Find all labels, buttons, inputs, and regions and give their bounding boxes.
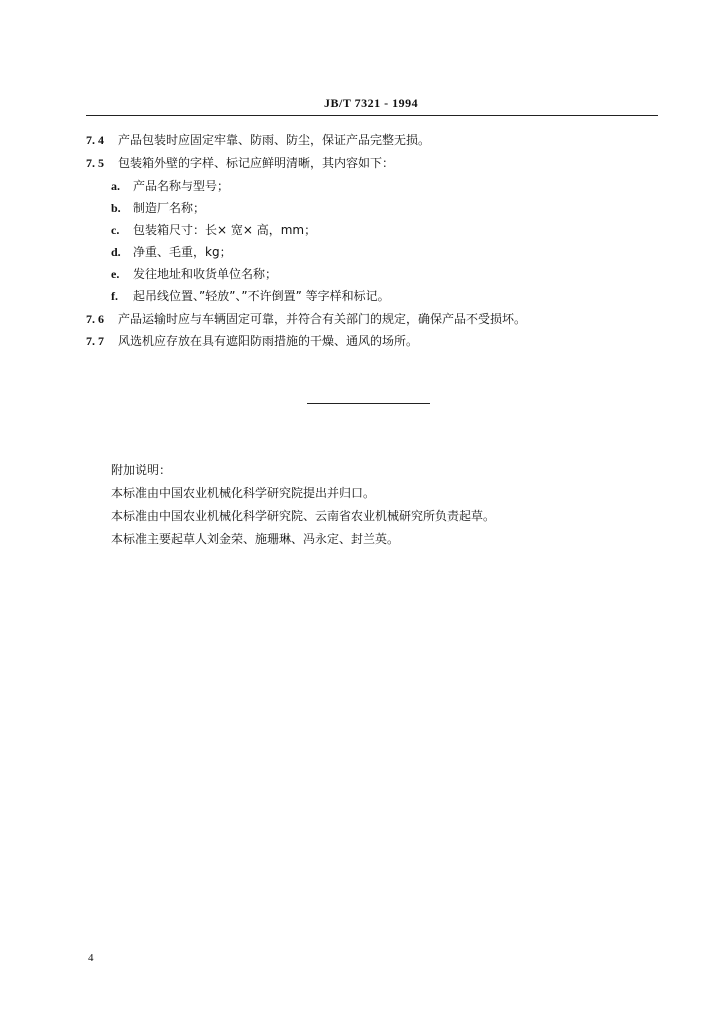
standard-number: JB/T 7321 - 1994 [324,96,419,110]
list-item [111,223,316,237]
section-7-5 [86,156,394,170]
end-divider [307,403,430,404]
section-number: 7. 7 [86,334,104,348]
item-letter: f. [111,289,118,303]
item-text: 净重、毛重，kg； [133,245,232,259]
section-7-6 [86,312,526,326]
section-text: 风选机应存放在具有遮阳防雨措施的干燥、通风的场所。 [118,334,419,348]
item-text: 发往地址和收货单位名称； [133,267,278,281]
item-letter: c. [111,223,120,237]
item-letter: d. [111,245,121,259]
list-item [111,267,277,281]
item-text: 包装箱尺寸：长× 宽× 高，mm； [133,223,317,237]
section-number: 7. 5 [86,156,104,170]
notes-line: 本标准由中国农业机械化科学研究院提出并归口。 [111,486,376,500]
notes-line: 本标准由中国农业机械化科学研究院、云南省农业机械研究所负责起草。 [111,509,496,523]
page-number: 4 [88,952,94,964]
list-item [111,179,229,193]
section-text: 产品运输时应与车辆固定可靠，并符合有关部门的规定，确保产品不受损坏。 [118,312,527,326]
item-letter: a. [111,179,120,193]
section-7-4 [86,133,430,147]
section-number: 7. 6 [86,312,104,326]
list-item [111,201,205,215]
section-number: 7. 4 [86,133,104,147]
item-text: 起吊线位置、”轻放”、”不许倒置” 等字样和标记。 [133,289,390,303]
notes-line: 本标准主要起草人刘金荣、施珊琳、冯永定、封兰英。 [111,532,400,546]
list-item [111,289,390,303]
section-text: 包装箱外壁的字样、标记应鲜明清晰，其内容如下： [118,156,395,170]
notes-title: 附加说明： [111,463,172,477]
item-letter: b. [111,201,121,215]
item-text: 制造厂名称； [133,201,206,215]
list-item [111,245,232,259]
item-text: 产品名称与型号； [133,179,230,193]
header-rule [86,115,658,116]
item-letter: e. [111,267,120,281]
section-7-7 [86,334,418,348]
section-text: 产品包装时应固定牢靠、防雨、防尘，保证产品完整无损。 [118,133,431,147]
